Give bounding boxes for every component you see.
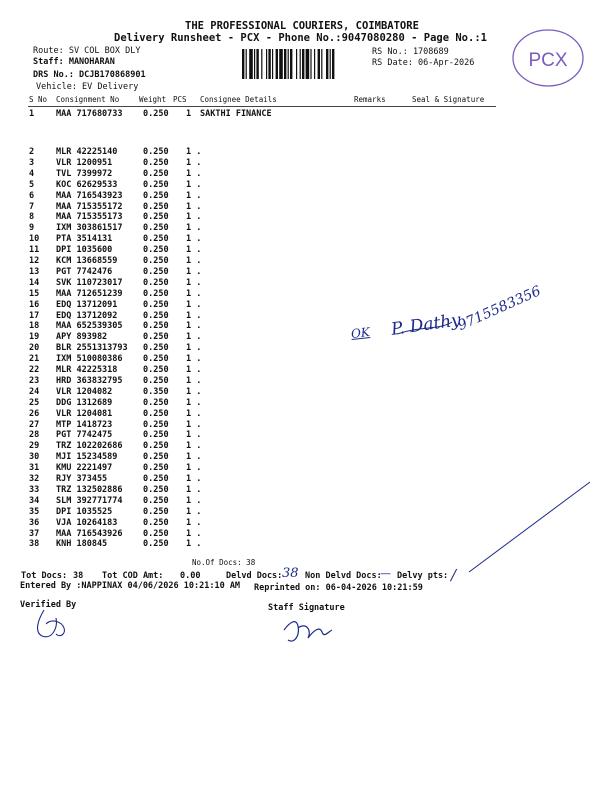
row-sno: 12 bbox=[29, 256, 40, 266]
row-weight: 0.250 bbox=[143, 201, 169, 212]
staff-label: Staff: MANOHARAN bbox=[33, 57, 115, 67]
row-consignment: EDQ 13712092 bbox=[56, 310, 118, 321]
row-sno: 35 bbox=[29, 506, 40, 517]
row-pcs: 1 . bbox=[186, 452, 202, 463]
col-sno: S No bbox=[29, 95, 48, 104]
row-consignment: RJY 373455 bbox=[56, 474, 108, 484]
delivery-slash-line bbox=[469, 482, 590, 572]
row-weight: 0.250 bbox=[143, 343, 169, 354]
row-pcs: 1 . bbox=[186, 321, 202, 332]
reprinted-on: Reprinted on: 06-04-2026 10:21:59 bbox=[254, 583, 423, 593]
row-weight: 0.250 bbox=[143, 266, 169, 277]
row-weight: 0.250 bbox=[143, 539, 169, 550]
row-consignment: MTP 1418723 bbox=[56, 419, 113, 430]
row-consignment: KMU 2221497 bbox=[56, 463, 113, 474]
row-weight: 0.250 bbox=[143, 452, 169, 463]
row-pcs: 1 . bbox=[186, 157, 202, 168]
row-consignee: SAKTHI FINANCE bbox=[200, 109, 272, 119]
row-sno: 6 bbox=[29, 190, 35, 201]
handwritten-delvd-count: 38 bbox=[282, 566, 299, 581]
row-sno: 10 bbox=[29, 234, 40, 245]
handwritten-delvy-pts: / bbox=[451, 566, 457, 584]
row-weight: 0.250 bbox=[143, 109, 169, 119]
row-sno: 34 bbox=[29, 495, 40, 506]
row-pcs: 1 . bbox=[186, 310, 202, 321]
row-pcs: 1 . bbox=[186, 223, 202, 234]
row-sno: 22 bbox=[29, 365, 40, 375]
row-weight: 0.250 bbox=[143, 354, 169, 365]
row-pcs: 1 . bbox=[186, 430, 202, 441]
row-weight: 0.250 bbox=[143, 375, 169, 386]
row-sno: 2 bbox=[29, 147, 35, 157]
row-sno: 16 bbox=[29, 299, 40, 310]
row-consignment: MAA 717680733 bbox=[56, 109, 123, 119]
row-consignment: TRZ 102202686 bbox=[56, 441, 123, 452]
row-sno: 14 bbox=[29, 277, 40, 288]
row-sno: 26 bbox=[29, 408, 40, 419]
row-sno: 31 bbox=[29, 463, 40, 474]
row-pcs: 1 . bbox=[186, 517, 202, 528]
row-sno: 17 bbox=[29, 310, 40, 321]
row-pcs: 1 . bbox=[186, 299, 202, 310]
row-consignment: MAA 715355173 bbox=[56, 212, 123, 223]
row-sno: 8 bbox=[29, 212, 35, 223]
row-weight: 0.250 bbox=[143, 245, 169, 256]
row-consignment: APY 893982 bbox=[56, 332, 108, 343]
row-weight: 0.250 bbox=[143, 168, 169, 179]
drs-number: DRS No.: DCJB170868901 bbox=[33, 70, 146, 80]
row-pcs: 1 . bbox=[186, 179, 202, 190]
row-weight: 0.250 bbox=[143, 397, 169, 408]
row-pcs: 1 . bbox=[186, 528, 202, 539]
tot-docs-label: Tot Docs: bbox=[21, 571, 68, 581]
route-label: Route: SV COL BOX DLY bbox=[33, 46, 141, 56]
handwritten-non-delvd: — bbox=[380, 567, 391, 580]
stamp-text: PCX bbox=[528, 50, 568, 71]
row-weight: 0.250 bbox=[143, 256, 169, 266]
non-delvd-docs-label: Non Delvd Docs: bbox=[305, 571, 382, 581]
vehicle-label: Vehicle: EV Delivery bbox=[36, 82, 139, 92]
row-pcs: 1 . bbox=[186, 266, 202, 277]
row-weight: 0.250 bbox=[143, 495, 169, 506]
row-consignment: MAA 715355172 bbox=[56, 201, 123, 212]
row-sno: 7 bbox=[29, 201, 35, 212]
row-consignment: KOC 62629533 bbox=[56, 179, 118, 190]
row-consignment: IXM 303861517 bbox=[56, 223, 123, 234]
row-weight: 0.250 bbox=[143, 430, 169, 441]
row-consignment: DPI 1035600 bbox=[56, 245, 113, 256]
tot-cod-label: Tot COD Amt: bbox=[102, 571, 164, 581]
row-pcs: 1 . bbox=[186, 332, 202, 343]
row-pcs: 1 . bbox=[186, 245, 202, 256]
row-pcs: 1 . bbox=[186, 397, 202, 408]
col-remarks: Remarks bbox=[354, 95, 386, 104]
row-consignment: MAA 712651239 bbox=[56, 288, 123, 299]
row-pcs: 1 . bbox=[186, 234, 202, 245]
no-of-docs: No.Of Docs: 38 bbox=[192, 558, 256, 567]
row-consignment: TRZ 132502886 bbox=[56, 484, 123, 495]
row-pcs: 1 . bbox=[186, 441, 202, 452]
row-sno: 28 bbox=[29, 430, 40, 441]
row-weight: 0.250 bbox=[143, 332, 169, 343]
row-sno: 18 bbox=[29, 321, 40, 332]
row-consignment: MJI 15234589 bbox=[56, 452, 118, 463]
signature-flourish bbox=[397, 322, 452, 334]
row-sno: 19 bbox=[29, 332, 40, 343]
row-pcs: 1 . bbox=[186, 408, 202, 419]
row-pcs: 1 . bbox=[186, 277, 202, 288]
staff-signature-label: Staff Signature bbox=[268, 603, 345, 613]
company-title: THE PROFESSIONAL COURIERS, COIMBATORE bbox=[185, 20, 419, 32]
row-weight: 0.250 bbox=[143, 288, 169, 299]
row-sno: 29 bbox=[29, 441, 40, 452]
col-pcs: PCS bbox=[173, 95, 187, 104]
row-sno: 32 bbox=[29, 474, 40, 484]
row-sno: 30 bbox=[29, 452, 40, 463]
row-pcs: 1 bbox=[186, 109, 192, 119]
row-weight: 0.250 bbox=[143, 179, 169, 190]
tot-docs-value: 38 bbox=[73, 571, 84, 581]
row-sno: 4 bbox=[29, 168, 35, 179]
row-sno: 21 bbox=[29, 354, 40, 365]
handwritten-phone: 9715583356 bbox=[455, 283, 544, 334]
row-consignment: PTA 3514131 bbox=[56, 234, 113, 245]
row-pcs: 1 . bbox=[186, 495, 202, 506]
row-weight: 0.250 bbox=[143, 212, 169, 223]
row-consignment: VLR 1204081 bbox=[56, 408, 113, 419]
row-consignment: MAA 716543923 bbox=[56, 190, 123, 201]
staff-signature bbox=[284, 622, 332, 641]
row-weight: 0.250 bbox=[143, 419, 169, 430]
row-weight: 0.250 bbox=[143, 441, 169, 452]
row-consignment: PGT 7742475 bbox=[56, 430, 113, 441]
row-pcs: 1 . bbox=[186, 474, 202, 484]
row-pcs: 1 . bbox=[186, 386, 202, 397]
row-consignment: MAA 716543926 bbox=[56, 528, 123, 539]
row-weight: 0.250 bbox=[143, 234, 169, 245]
row-pcs: 1 . bbox=[186, 256, 202, 266]
row-sno: 20 bbox=[29, 343, 40, 354]
row-consignment: EDQ 13712091 bbox=[56, 299, 118, 310]
row-sno: 25 bbox=[29, 397, 40, 408]
row-consignment: VLR 1204082 bbox=[56, 386, 113, 397]
row-pcs: 1 . bbox=[186, 484, 202, 495]
row-consignment: PGT 7742476 bbox=[56, 266, 113, 277]
row-weight: 0.250 bbox=[143, 321, 169, 332]
row-pcs: 1 . bbox=[186, 463, 202, 474]
row-weight: 0.250 bbox=[143, 277, 169, 288]
rs-number: RS No.: 1708689 bbox=[372, 47, 449, 57]
row-consignment: VJA 10264183 bbox=[56, 517, 118, 528]
verified-by-label: Verified By bbox=[20, 600, 77, 610]
row-weight: 0.250 bbox=[143, 474, 169, 484]
row-pcs: 1 . bbox=[186, 190, 202, 201]
row-weight: 0.350 bbox=[143, 386, 169, 397]
row-consignment: MLR 42225140 bbox=[56, 147, 118, 157]
row-pcs: 1 . bbox=[186, 147, 202, 157]
row-weight: 0.250 bbox=[143, 299, 169, 310]
row-consignment: MAA 652539305 bbox=[56, 321, 123, 332]
row-consignment: DDG 1312689 bbox=[56, 397, 113, 408]
row-sno: 9 bbox=[29, 223, 35, 234]
handwritten-remark: OK bbox=[350, 325, 371, 341]
col-consignment: Consignment No bbox=[56, 95, 120, 104]
row-consignment: VLR 1200951 bbox=[56, 157, 113, 168]
row-sno: 5 bbox=[29, 179, 35, 190]
row-weight: 0.250 bbox=[143, 463, 169, 474]
row-weight: 0.250 bbox=[143, 517, 169, 528]
row-consignment: HRD 363832795 bbox=[56, 375, 123, 386]
row-pcs: 1 . bbox=[186, 288, 202, 299]
row-weight: 0.250 bbox=[143, 223, 169, 234]
handwritten-signature: P. Dathy bbox=[389, 310, 463, 340]
row-consignment: TVL 7399972 bbox=[56, 168, 113, 179]
col-consignee: Consignee Details bbox=[200, 95, 277, 104]
runsheet-title: Delivery Runsheet - PCX - Phone No.:9047080280 - Page No.:1 bbox=[114, 32, 487, 44]
row-weight: 0.250 bbox=[143, 528, 169, 539]
row-sno: 24 bbox=[29, 386, 40, 397]
row-consignment: KNH 180845 bbox=[56, 539, 108, 550]
row-sno: 38 bbox=[29, 539, 40, 550]
entered-by: Entered By :NAPPINAX 04/06/2026 10:21:10 AM bbox=[20, 581, 241, 591]
row-weight: 0.250 bbox=[143, 408, 169, 419]
col-seal: Seal & Signature bbox=[412, 95, 485, 104]
row-pcs: 1 . bbox=[186, 201, 202, 212]
row-weight: 0.250 bbox=[143, 147, 169, 157]
row-sno: 15 bbox=[29, 288, 40, 299]
row-sno: 37 bbox=[29, 528, 40, 539]
row-weight: 0.250 bbox=[143, 365, 169, 375]
row-pcs: 1 . bbox=[186, 354, 202, 365]
row-pcs: 1 . bbox=[186, 539, 202, 550]
delvy-pts-label: Delvy pts: bbox=[397, 571, 449, 581]
row-sno: 1 bbox=[29, 109, 35, 119]
tot-cod-value: 0.00 bbox=[180, 571, 201, 581]
verifier-signature bbox=[38, 610, 65, 637]
row-consignment: SLM 392771774 bbox=[56, 495, 123, 506]
row-sno: 3 bbox=[29, 157, 35, 168]
row-weight: 0.250 bbox=[143, 157, 169, 168]
col-weight: Weight bbox=[139, 95, 167, 104]
row-consignment: BLR 2551313793 bbox=[56, 343, 128, 354]
row-sno: 23 bbox=[29, 375, 40, 386]
row-consignment: KCM 13668559 bbox=[56, 256, 118, 266]
row-weight: 0.250 bbox=[143, 484, 169, 495]
row-weight: 0.250 bbox=[143, 310, 169, 321]
row-pcs: 1 . bbox=[186, 212, 202, 223]
row-consignment: SVK 110723017 bbox=[56, 277, 123, 288]
row-sno: 11 bbox=[29, 245, 40, 256]
row-pcs: 1 . bbox=[186, 365, 202, 375]
row-weight: 0.250 bbox=[143, 506, 169, 517]
delvd-docs-label: Delvd Docs: bbox=[226, 571, 283, 581]
row-weight: 0.250 bbox=[143, 190, 169, 201]
row-sno: 13 bbox=[29, 266, 40, 277]
row-pcs: 1 . bbox=[186, 168, 202, 179]
row-sno: 27 bbox=[29, 419, 40, 430]
row-pcs: 1 . bbox=[186, 506, 202, 517]
rs-date: RS Date: 06-Apr-2026 bbox=[372, 58, 475, 68]
row-consignment: MLR 42225318 bbox=[56, 365, 118, 375]
row-pcs: 1 . bbox=[186, 375, 202, 386]
row-pcs: 1 . bbox=[186, 343, 202, 354]
row-pcs: 1 . bbox=[186, 419, 202, 430]
row-sno: 33 bbox=[29, 484, 40, 495]
row-sno: 36 bbox=[29, 517, 40, 528]
row-consignment: IXM 510080386 bbox=[56, 354, 123, 365]
row-consignment: DPI 1035525 bbox=[56, 506, 113, 517]
